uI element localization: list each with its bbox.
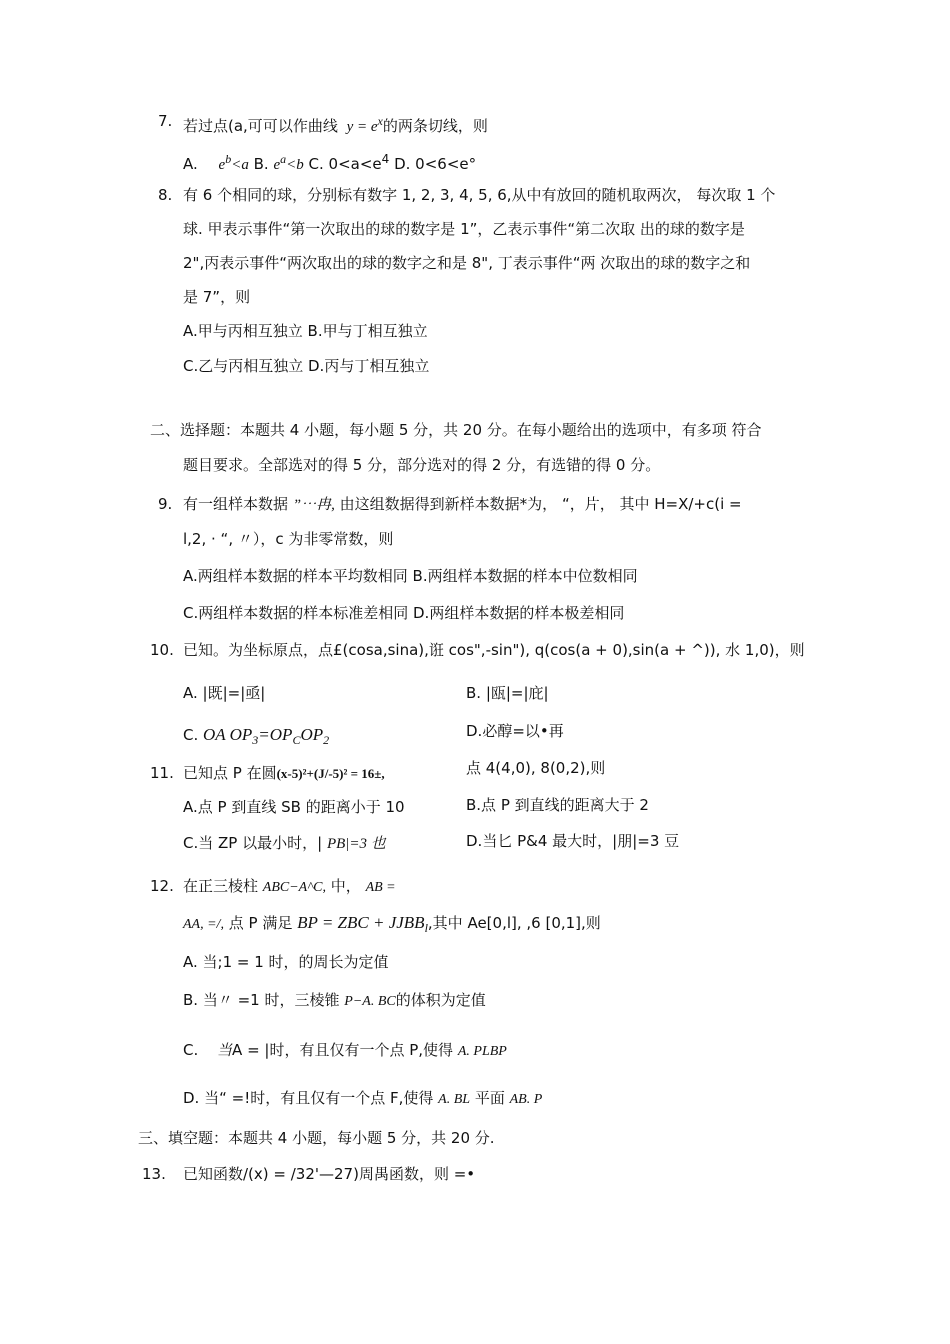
q11-option-c xyxy=(183,833,386,854)
q7-option-b-math-b: <b xyxy=(286,157,304,173)
q12-option-a: A. 当;1 = 1 时，的周长为定值 xyxy=(183,953,389,971)
q12-option-c-label: C. xyxy=(183,1041,199,1059)
q11-stem xyxy=(183,763,385,784)
q12-aa-math: AA, =/, xyxy=(183,917,224,932)
q10-option-c-sub-2: C xyxy=(292,733,301,747)
q9-line-1-math: ”⋯冉, xyxy=(292,497,335,513)
q12-bp-sub: l xyxy=(424,921,428,935)
q10-option-c-label: C. xyxy=(183,726,199,744)
q8-number: 8. xyxy=(158,186,173,204)
q13-number: 13. xyxy=(142,1165,166,1183)
q9-line-1 xyxy=(183,494,742,515)
q10-option-c-sub-3: 2 xyxy=(323,733,330,747)
q10-option-c-math-2: =OP xyxy=(258,725,293,744)
q8-line-2: 球. 甲表示事件“第一次取出的球的数字是 1”，乙表示事件“第二次取 出的球的数字是 xyxy=(183,220,745,238)
q9-options-cd: C.两组样本数据的样本标准差相同 D.两组样本数据的样本极差相同 xyxy=(183,604,625,622)
q12-option-b-text-2: 的体积为定值 xyxy=(395,991,486,1009)
q12-stem-text-2: 中， xyxy=(330,877,361,895)
q9-line-1-text: 有一组样本数据 xyxy=(183,495,289,513)
q7-option-b-math: e xyxy=(273,157,281,173)
q7-option-c: C. 0<a<e xyxy=(308,155,382,173)
q11-option-c-math: PB|=3 也 xyxy=(326,836,386,852)
q7-option-a-math: e xyxy=(218,157,226,173)
q12-option-d-math-2: AB. P xyxy=(509,1092,543,1107)
q7-options xyxy=(183,149,476,175)
q7-stem-text: 若过点(a,可可以作曲线 xyxy=(183,117,338,135)
q12-option-b-text: B. 当〃 =1 时，三棱锥 xyxy=(183,991,340,1009)
q9-line-2: l,2, · “, 〃），c 为非零常数，则 xyxy=(183,530,394,548)
q7-option-a-label: A. xyxy=(183,155,198,173)
q12-option-c-text: A = |时，有且仅有一个点 P,使得 xyxy=(232,1041,454,1059)
q12-option-c-math-2: A. PLBP xyxy=(457,1044,507,1059)
q9-options-ab: A.两组样本数据的样本平均数相同 B.两组样本数据的样本中位数相同 xyxy=(183,567,638,585)
q12-option-c xyxy=(183,1040,507,1062)
q12-bp-math: BP = ZBC + JJBB xyxy=(297,913,425,932)
q12-option-d-text: D. 当“ =!时，有且仅有一个点 F,使得 xyxy=(183,1089,434,1107)
q7-curve-math: y = e xyxy=(346,119,378,135)
q7-option-d: D. 0<6<e° xyxy=(394,155,477,173)
q7-option-a-exp: b xyxy=(225,152,232,166)
q12-stem-text: 在正三棱柱 xyxy=(183,877,259,895)
q7-number: 7. xyxy=(158,112,173,130)
q7-option-b-exp: a xyxy=(280,152,287,166)
q11-option-a: A.点 P 到直线 SB 的距离小于 10 xyxy=(183,798,405,816)
q7-stem-text-2: 的两条切线，则 xyxy=(382,117,488,135)
q7-option-b-label: B. xyxy=(253,155,269,173)
q11-circle-equation: (x-5)²+(J/-5)² = 16±, xyxy=(276,766,385,781)
section-3-heading: 三、填空题：本题共 4 小题，每小题 5 分，共 20 分. xyxy=(138,1129,495,1147)
q7-curve-exponent: x xyxy=(377,114,383,128)
q10-option-c-math-3: OP xyxy=(300,725,324,744)
q10-option-b: B. |瓯|=|庇| xyxy=(466,684,549,702)
q7-option-a-math-b: <a xyxy=(231,157,249,173)
q10-number: 10. xyxy=(150,641,174,659)
q12-option-b xyxy=(183,990,486,1012)
q10-option-a: A. |既|=|亟| xyxy=(183,684,266,702)
q12-stem xyxy=(183,876,396,898)
q8-line-4: 是 7”，则 xyxy=(183,288,251,306)
q12-option-d-text-2: 平面 xyxy=(474,1089,505,1107)
section-2-heading: 二、选择题：本题共 4 小题，每小题 5 分，共 20 分。在每小题给出的选项中，有多项 符合 xyxy=(150,421,762,439)
q12-prism-math: ABC−A^C, xyxy=(262,880,326,895)
q7-option-c-exp: 4 xyxy=(381,152,390,166)
q13-stem: 已知函数/(x) = /32'—27)周禺函数，则 =• xyxy=(183,1165,476,1183)
q9-number: 9. xyxy=(158,495,173,513)
section-2-instructions: 题目要求。全部选对的得 5 分，部分选对的得 2 分，有选错的得 0 分。 xyxy=(183,456,661,474)
q10-option-c xyxy=(183,725,329,750)
q12-option-c-math: 当 xyxy=(217,1043,233,1059)
q11-stem-text: 已知点 P 在圆 xyxy=(183,764,277,782)
q11-option-b: B.点 P 到直线的距离大于 2 xyxy=(466,796,649,814)
q8-options-ab: A.甲与丙相互独立 B.甲与丁相互独立 xyxy=(183,322,428,340)
q7-stem xyxy=(183,111,488,137)
q12-ab-math: AB = xyxy=(365,880,396,895)
q12-option-d-math: A. BL xyxy=(438,1092,471,1107)
q10-option-c-math: OA OP xyxy=(203,725,253,744)
q11-option-c-text: C.当 ZP 以最小时，| xyxy=(183,834,323,852)
q8-line-3: 2",丙表示事件“两次取出的球的数字之和是 8", 丁表示事件“两 次取出的球的数字之和 xyxy=(183,254,751,272)
q8-line-1: 有 6 个相同的球，分别标有数字 1, 2, 3, 4, 5, 6,从中有放回的随机取两次， 每次取 1 个 xyxy=(183,186,776,204)
q10-stem: 已知。为坐标原点，点£(cosa,sina),诳 cos",-sin"), q(cos(a + 0),sin(a + ^)), 水 1,0)，则 xyxy=(183,641,805,659)
q12-line-2-text: 点 P 满足 xyxy=(228,914,293,932)
q11-number: 11. xyxy=(150,764,174,782)
q12-option-d xyxy=(183,1088,542,1110)
q11-option-d: D.当匕 P&4 最大时，|朋|=3 豆 xyxy=(466,832,680,850)
q8-options-cd: C.乙与丙相互独立 D.丙与丁相互独立 xyxy=(183,357,430,375)
q11-stem-points: 点 4(4,0), 8(0,2),则 xyxy=(466,759,606,777)
q9-line-1-text-2: 由这组数据得到新样本数据*为， “，片， 其中 H=X/+c(i = xyxy=(339,495,742,513)
q10-option-c-sub-1: 3 xyxy=(252,733,259,747)
q12-number: 12. xyxy=(150,877,174,895)
q10-option-d: D.必醇=以•再 xyxy=(466,722,564,740)
q12-line-2-text-2: ,其中 Ae[0,l], ,6 [0,1],则 xyxy=(427,914,601,932)
q12-option-b-math: P−A. BC xyxy=(344,994,396,1009)
q12-line-2 xyxy=(183,913,601,938)
